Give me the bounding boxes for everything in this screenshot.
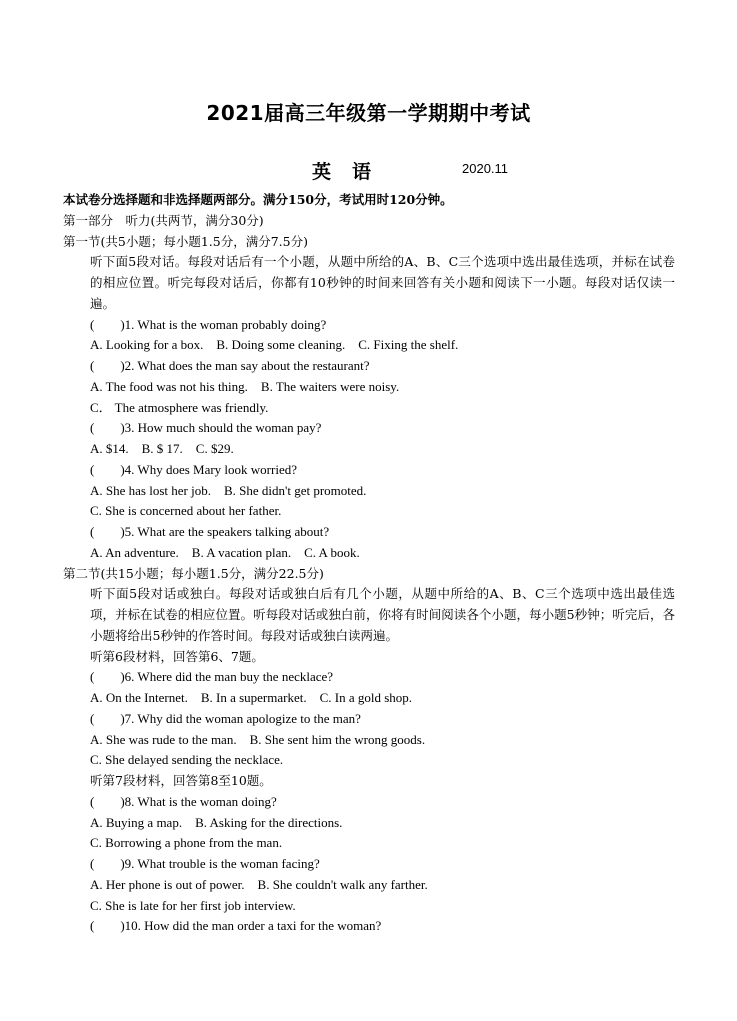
question-line: ( )6. Where did the man buy the necklace? [90,669,334,685]
option-line: C. She is late for her first job interview. [90,897,296,913]
section1-instructions: 听下面5段对话。每段对话后有一个小题，从题中所给的A、B、C三个选项中选出最佳选项，并标在试卷的相应位置。听完每段对话后，你都有10秒钟的时间来回答有关小题和阅读下一小题。每段对话仅读一遍。 [90,254,675,311]
subject-row [0,157,737,181]
option-line: C． The atmosphere was friendly. [90,399,269,415]
option-line: A. $14. B. $ 17. C. $29. [90,441,234,456]
question-line: ( )4. Why does Mary look worried? [90,461,297,477]
option-line: C. She is concerned about her father. [90,503,282,519]
subject-name: 英 语 [312,161,373,183]
option-line: C. Borrowing a phone from the man. [90,835,283,851]
question-line: ( )10. How did the man order a taxi for the woman? [90,918,382,934]
option-line: A. The food was not his thing. B. The waiters were noisy. [90,378,400,394]
question-line: ( )8. What is the woman doing? [90,793,277,809]
part1-heading: 第一部分 听力(共两节，满分30分) [63,212,264,228]
option-line: C. She delayed sending the necklace. [90,752,284,768]
question-line: ( )5. What are the speakers talking about? [90,524,330,539]
option-line: A. Looking for a box. B. Doing some cleaning. C. Fixing the shelf. [90,337,459,353]
section2-questions [63,647,675,938]
question-line: ( )9. What trouble is the woman facing? [90,856,320,871]
option-line: A. She has lost her job. B. She didn't get promoted. [90,482,367,498]
option-line: A. An adventure. B. A vacation plan. C. A book. [90,544,360,560]
section1-questions [63,315,675,564]
exam-date: 2020.11 [462,161,509,176]
option-line: A. She was rude to the man. B. She sent him the wrong goods. [90,731,426,747]
section1-heading: 第一节(共5小题；每小题1.5分，满分7.5分) [63,233,308,249]
question-line: ( )3. How much should the woman pay? [90,420,322,436]
option-line: A. Her phone is out of power. B. She couldn't walk any farther. [90,876,428,892]
option-line: A. Buying a map. B. Asking for the directions. [90,814,343,830]
question-line: ( )2. What does the man say about the restaurant? [90,358,370,373]
exam-title: 2021届高三年级第一学期期中考试 [206,101,531,125]
question-line: ( )1. What is the woman probably doing? [90,316,327,332]
question-line: ( )7. Why did the woman apologize to the man? [90,710,361,726]
option-line: A. On the Internet. B. In a supermarket. C. In a gold shop. [90,690,413,705]
material-heading: 听第7段材料，回答第8至10题。 [90,773,272,788]
intro-text: 本试卷分选择题和非选择题两部分。满分150分，考试用时120分钟。 [63,192,453,207]
section2-heading: 第二节(共15小题；每小题1.5分，满分22.5分) [63,565,324,581]
material-heading: 听第6段材料，回答第6、7题。 [90,648,264,664]
section2-instructions: 听下面5段对话或独白。每段对话或独白后有几个小题，从题中所给的A、B、C三个选项中选出最佳选项，并标在试卷的相应位置。听每段对话或独白前，你将有时间阅读各个小题，每小题5秒钟；听完后，各小题将给出5秒钟的作答时间。每段对话或独白读两遍。 [90,586,675,643]
exam-content [63,190,675,937]
